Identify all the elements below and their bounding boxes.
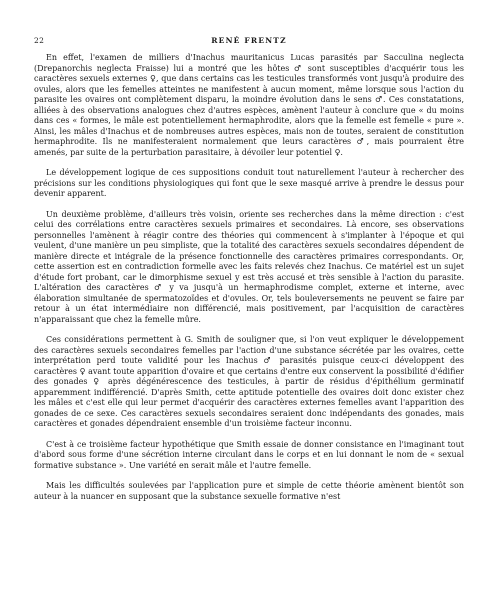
running-head: RENÉ FRENTZ xyxy=(211,36,287,45)
paragraph: C'est à ce troisième facteur hypothétique que Smith essaie de donner consistance en l'imaginant tout d'abord sous forme d'une sécrétion interne circulant dans le corps et en lui donnant le nom de « sexual formative substance ». Une variété en serait mâle et l'autre femelle. xyxy=(34,439,464,470)
paragraph: Un deuxième problème, d'ailleurs très voisin, oriente ses recherches dans la même direction : c'est celui des corrélations entre caractères sexuels primaires et secondaires. Là encore, ses observations personnelles l'amènent à réagir contre des théories qui commencent à s'implanter à l'époque et qui veulent, d'une manière un peu simpliste, que la totalité des caractères sexuels secondaires dépendent de manière directe et intégrale de la présence fonctionnelle des caractères primaires correspondants. Or, cette assertion est en contradiction formelle avec les faits relevés chez Inachus. Ce matériel est un sujet d'étude fort probant, car le dimorphisme sexuel y est très accusé et très sensible à l'action du parasite. L'altération des caractères ♂ y va jusqu'à un hermaphrodisme complet, externe et interne, avec élaboration simultanée de spermatozoïdes et d'ovules. Or, tels bouleversements ne peuvent se faire par retour à un état intermédiaire non différencié, mais positivement, par l'acquisition de caractères n'apparaissant que chez la femelle mûre. xyxy=(34,209,464,324)
body-text xyxy=(34,53,464,502)
page-number: 22 xyxy=(34,36,45,45)
document-page xyxy=(34,36,464,598)
page-header xyxy=(34,36,464,50)
paragraph: Ces considérations permettent à G. Smith de souligner que, si l'on veut expliquer le développement des caractères sexuels secondaires femelles par l'action d'une substance sécrétée par les ovaires, cette interprétation perd toute validité pour les Inachus ♂ parasités puisque ceux-ci développent des caractères ♀ avant toute apparition d'ovaire et que certains d'entre eux conservent la possibilité d'édifier des gonades ♀ après dégénérescence des testicules, à partir de résidus d'épithélium germinatif apparemment indifférencié. D'après Smith, cette aptitude potentielle des ovaires doit donc exister chez les mâles et c'est elle qui leur permet d'acquérir des caractères externes femelles avant l'apparition des gonades de ce sexe. Ces caractères sexuels secondaires seraient donc indépendants des gonades, mais caractères et gonades dépendraient ensemble d'un troisième facteur inconnu. xyxy=(34,335,464,428)
paragraph: Le développement logique de ces suppositions conduit tout naturellement l'auteur à rechercher des précisions sur les conditions physiologiques qui font que le sexe masqué arrive à prendre le dessus pour devenir apparent. xyxy=(34,168,464,198)
paragraph: Mais les difficultés soulevées par l'application pure et simple de cette théorie amènent bientôt son auteur à la nuancer en supposant que la substance sexuelle formative n'est xyxy=(34,481,464,501)
paragraph: En effet, l'examen de milliers d'Inachus mauritanicus Lucas parasités par Sacculina neglecta (Drepanorchis neglecta Fraisse) lui a montré que les hôtes ♂ sont susceptibles d'acquérir tous les caractères sexuels externes ♀, que dans certains cas les testicules transformés vont jusqu'à produire des ovules, alors que les femelles atteintes ne manifestent à aucun moment, même lorsque sous l'action du parasite les ovaires ont complètement disparu, la moindre évolution dans le sens ♂. Ces constatations, alliées à des observations analogues chez d'autres espèces, amènent l'auteur à conclure que « du moins dans ces « formes, le mâle est potentiellement hermaphrodite, alors que la femelle est femelle « pure ». Ainsi, les mâles d'Inachus et de nombreuses autres espèces, mais non de toutes, seraient de constitution hermaphrodite. Ils ne manifesteraient normalement que leurs caractères ♂, mais pourraient être amenés, par suite de la perturbation parasitaire, à dévoiler leur potentiel ♀. xyxy=(34,53,464,157)
